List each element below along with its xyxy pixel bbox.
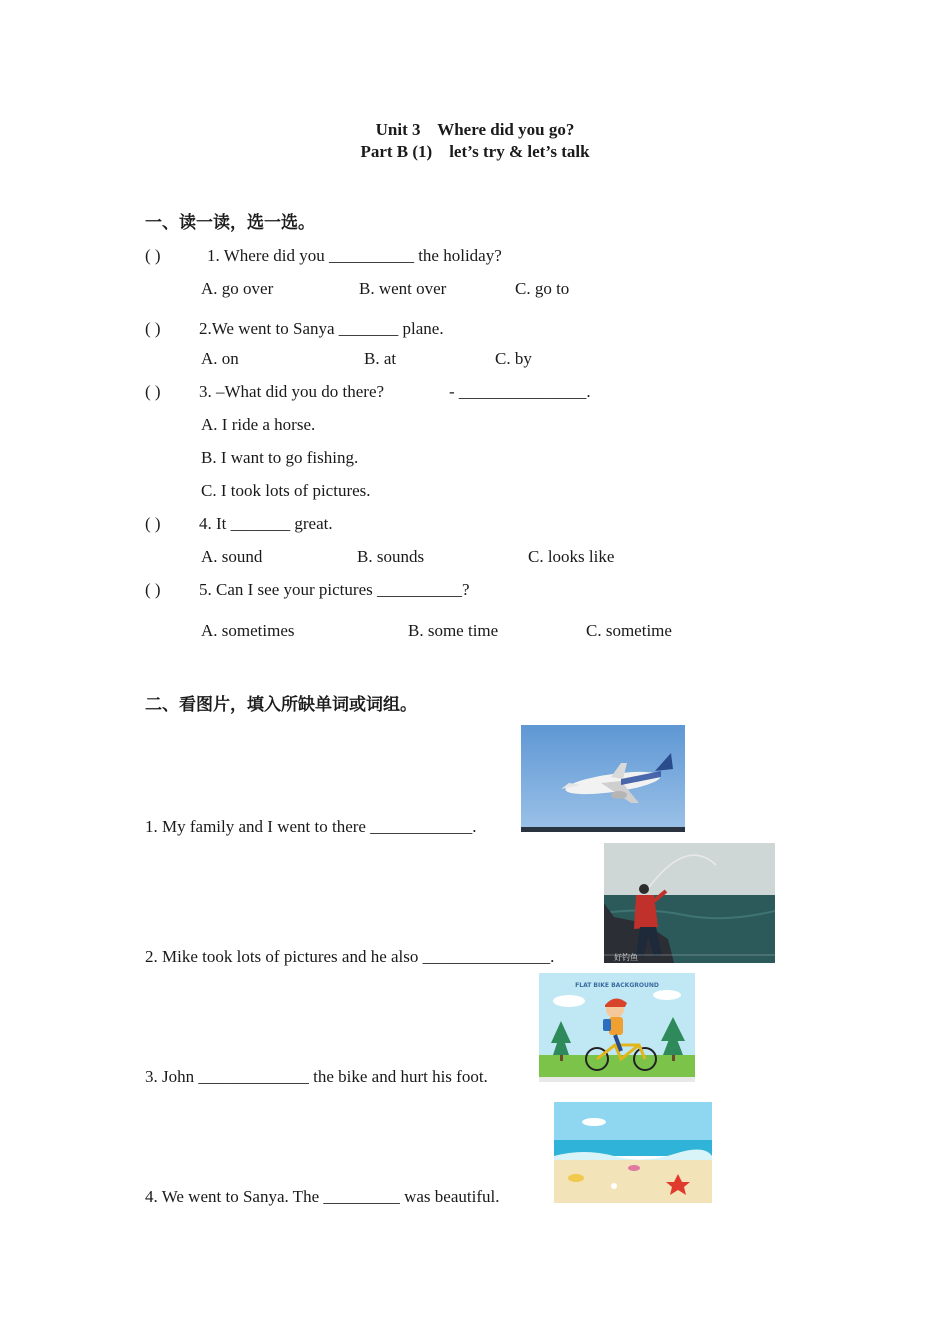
answer-paren[interactable]: ( )	[145, 319, 161, 338]
option-c: C. I took lots of pictures.	[201, 481, 371, 500]
question-stem: 1. Where did you __________ the holiday?	[207, 246, 502, 265]
fishing-picture	[604, 843, 775, 963]
question-stem: 2.We went to Sanya _______ plane.	[199, 319, 444, 338]
fill-item-2: 2. Mike took lots of pictures and he also _______________.	[145, 947, 555, 966]
beach-picture	[554, 1102, 712, 1203]
title-part: Part B (1) let’s try & let’s talk	[360, 142, 590, 161]
bike-image	[539, 973, 695, 1082]
option-c: C. go to	[515, 279, 570, 298]
option-b: B. sounds	[357, 547, 425, 566]
option-c: C. sometime	[586, 621, 672, 640]
answer-paren[interactable]: ( )	[145, 514, 161, 533]
answer-paren[interactable]: ( )	[145, 382, 161, 401]
option-a: A. sometimes	[201, 621, 295, 640]
fill-item-3: 3. John _____________ the bike and hurt his foot.	[145, 1067, 488, 1086]
option-c: C. looks like	[528, 547, 615, 566]
bike-picture	[539, 973, 695, 1082]
answer-paren[interactable]: ( )	[145, 580, 161, 599]
question-stem: 4. It _______ great.	[199, 514, 333, 533]
option-b: B. at	[364, 349, 397, 368]
option-a: A. on	[201, 349, 239, 368]
answer-paren[interactable]: ( )	[145, 246, 161, 265]
option-c: C. by	[495, 349, 532, 368]
fill-item-4: 4. We went to Sanya. The _________ was beautiful.	[145, 1187, 500, 1206]
airplane-picture	[521, 725, 685, 832]
title-unit: Unit 3 Where did you go?	[375, 120, 575, 139]
fishing-image	[604, 843, 775, 963]
option-b: B. I want to go fishing.	[201, 448, 359, 467]
question-stem: 3. –What did you do there?	[199, 382, 385, 401]
beach-image	[554, 1102, 712, 1203]
answer-blank: - _______________.	[449, 382, 591, 401]
bike-caption: FLAT BIKE BACKGROUND	[575, 982, 659, 989]
option-a: A. I ride a horse.	[201, 415, 316, 434]
section-heading-2: 二、看图片，填入所缺单词或词组。	[145, 695, 417, 715]
airplane-image	[521, 725, 685, 832]
option-a: A. sound	[201, 547, 263, 566]
fill-item-1: 1. My family and I went to there ____________.	[145, 817, 477, 836]
fishing-caption: 好钓鱼	[614, 953, 638, 962]
option-b: B. went over	[359, 279, 447, 298]
section-heading-1: 一、读一读，选一选。	[145, 213, 315, 233]
option-b: B. some time	[408, 621, 499, 640]
option-a: A. go over	[201, 279, 274, 298]
question-stem: 5. Can I see your pictures __________?	[199, 580, 470, 599]
